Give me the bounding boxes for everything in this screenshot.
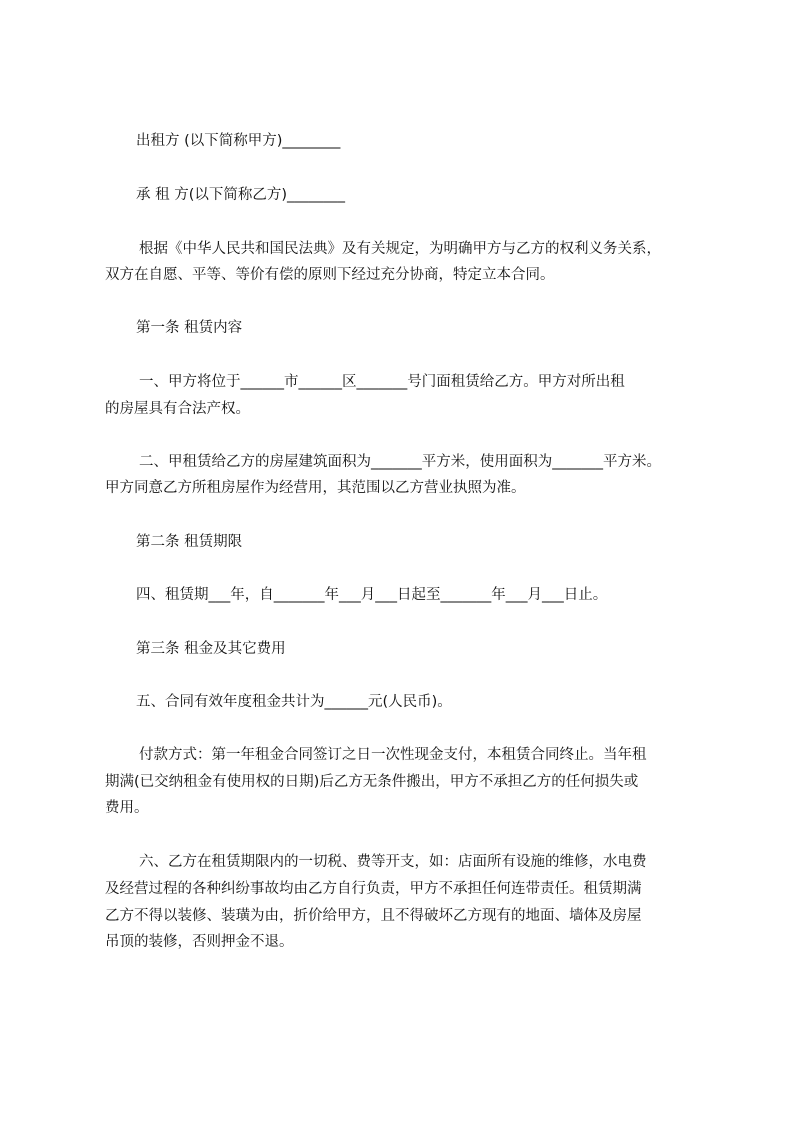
payment-line-1: 付款方式：第一年租金合同签订之日一次性现金支付，本租赁合同终止。当年租 — [139, 747, 647, 763]
clause-6-line-1: 六、乙方在租赁期限内的一切税、费等开支，如：店面所有设施的维修，水电费 — [139, 854, 647, 870]
payment-line-3: 费用。 — [105, 800, 149, 816]
clause-1-line-2: 的房屋具有合法产权。 — [105, 401, 250, 417]
lessor-line: 出租方 (以下简称甲方)________ — [136, 133, 341, 149]
article-1-title: 第一条 租赁内容 — [136, 320, 243, 336]
clause-4: 四、租赁期___年，自_______年___月___日起至_______年___月___日止。 — [136, 587, 608, 603]
preamble-line-1: 根据《中华人民共和国民法典》及有关规定，为明确甲方与乙方的权利义务关系， — [139, 241, 661, 257]
article-3-title: 第三条 租金及其它费用 — [136, 641, 286, 657]
clause-6-line-3: 乙方不得以装修、装璜为由，折价给甲方，且不得破坏乙方现有的地面、墙体及房屋 — [105, 908, 642, 924]
payment-line-2: 期满(已交纳租金有使用权的日期)后乙方无条件搬出，甲方不承担乙方的任何损失或 — [105, 774, 639, 790]
clause-2-line-2: 甲方同意乙方所租房屋作为经营用，其范围以乙方营业执照为准。 — [105, 480, 526, 496]
article-2-title: 第二条 租赁期限 — [136, 534, 243, 550]
clause-2-line-1: 二、甲租赁给乙方的房屋建筑面积为_______平方米，使用面积为_______平方米。 — [139, 454, 661, 470]
lessee-line: 承 租 方(以下简称乙方)________ — [136, 187, 346, 203]
clause-6-line-4: 吊顶的装修，否则押金不退。 — [105, 934, 294, 950]
clause-1-line-1: 一、甲方将位于______市______区_______号门面租赁给乙方。甲方对所出租 — [139, 374, 625, 390]
preamble-line-2: 双方在自愿、平等、等价有偿的原则下经过充分协商，特定立本合同。 — [105, 267, 555, 283]
clause-5: 五、合同有效年度租金共计为______元(人民币)。 — [136, 694, 452, 710]
clause-6-line-2: 及经营过程的各种纠纷事故均由乙方自行负责，甲方不承担任何连带责任。租赁期满 — [105, 881, 642, 897]
